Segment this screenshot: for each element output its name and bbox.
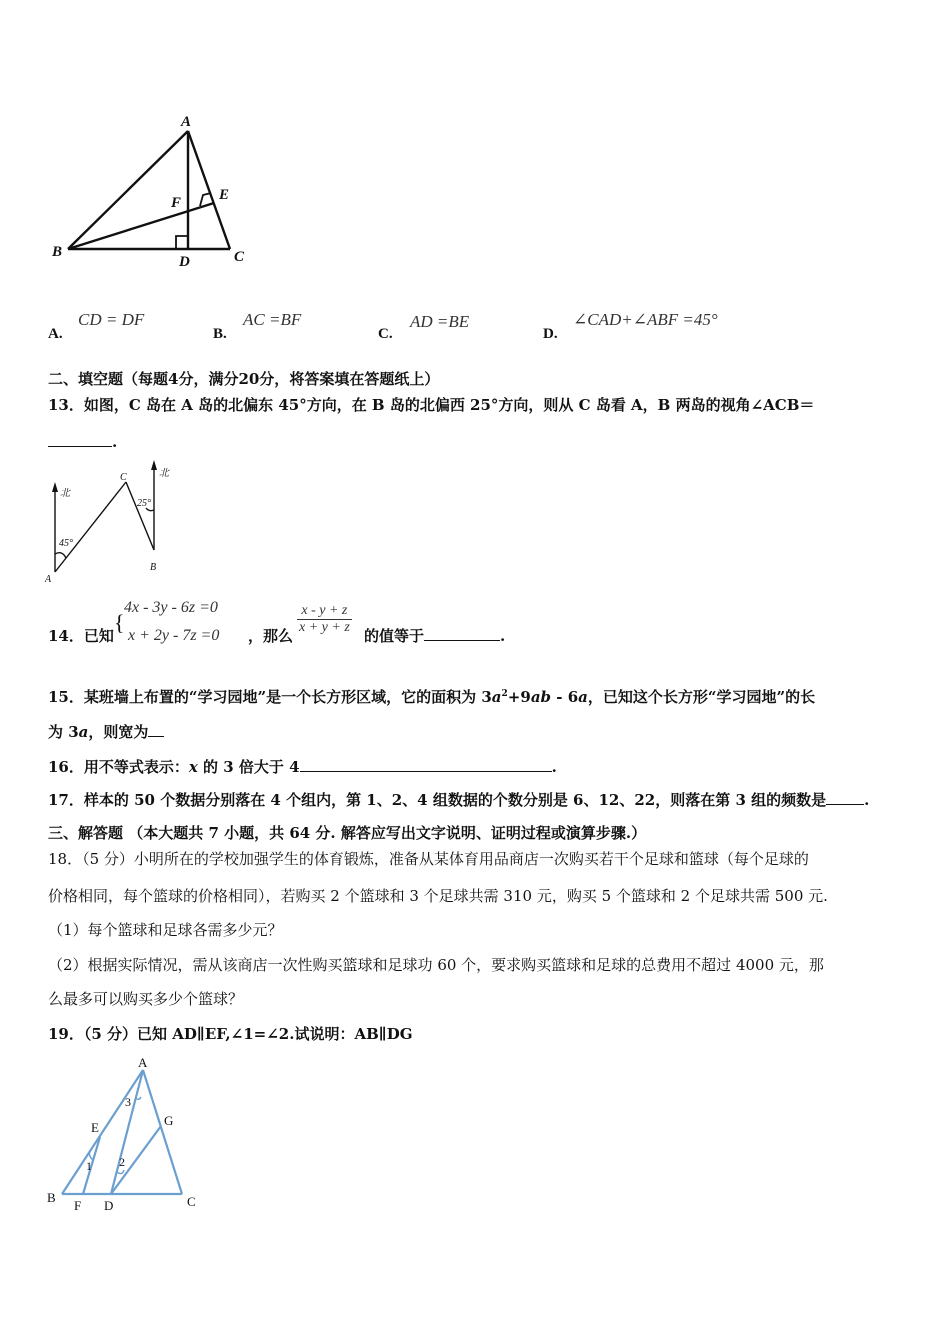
question-15-line-2: 为 3a，则宽为 xyxy=(48,722,164,742)
angle-arc-45 xyxy=(55,553,66,558)
question-17: 17．样本的 50 个数据分别落在 4 个组内，第 1、2、4 组数据的个数分别是 6、12、22，则落在第 3 组的频数是 . xyxy=(48,791,870,809)
question-18-sub-2b: 么最多可以购买多少个篮球？ xyxy=(48,990,244,1008)
fraction-q14 xyxy=(297,603,352,636)
question-13-answer-line: . xyxy=(48,432,117,452)
option-b-letter: B. xyxy=(213,326,227,342)
question-18-sub-1: （1）每个篮球和足球各需多少元？ xyxy=(48,921,283,939)
label-b: B xyxy=(150,562,157,573)
option-d-letter: D. xyxy=(543,326,558,342)
answer-blank-15[interactable] xyxy=(148,722,164,737)
segment-ac xyxy=(143,1070,182,1194)
question-16: 16．用不等式表示：x 的 3 倍大于 4 . xyxy=(48,758,557,776)
fraction-denominator: x + y + z xyxy=(299,620,350,635)
label-f: F xyxy=(74,1198,82,1213)
label-c: C xyxy=(120,472,127,483)
equation-2: x + 2y - 7z =0 xyxy=(128,627,220,644)
label-angle-1: 1 xyxy=(86,1159,92,1173)
north-arrow-b-icon xyxy=(151,460,157,470)
label-c: C xyxy=(187,1194,196,1209)
question-19-text: 19．（5 分）已知 AD∥EF,∠1=∠2.试说明：AB∥DG xyxy=(48,1025,413,1043)
option-a-letter: A. xyxy=(48,326,63,342)
label-d: D xyxy=(104,1198,114,1213)
answer-blank-17[interactable] xyxy=(826,790,864,805)
label-b: B xyxy=(47,1190,56,1205)
option-c-expr: AD =BE xyxy=(410,312,470,331)
system-brace-icon: { xyxy=(114,610,125,635)
option-b-expr: AC =BF xyxy=(243,310,302,329)
label-north-a: 北 xyxy=(60,488,70,499)
option-a-expr: CD = DF xyxy=(78,310,145,329)
question-14-middle: ，那么 xyxy=(248,627,294,645)
label-angle-2: 2 xyxy=(119,1155,125,1169)
label-angle-3: 3 xyxy=(125,1095,131,1109)
question-14-prefix: 14．已知 xyxy=(48,627,114,645)
label-north-b: 北 xyxy=(159,468,169,479)
section-2-heading: 二、填空题（每题4分，满分20分，将答案填在答题纸上） xyxy=(48,370,440,388)
figure-triangle-q12 xyxy=(40,105,270,275)
right-angle-mark-d xyxy=(176,236,188,249)
answer-blank-13[interactable] xyxy=(48,432,112,447)
north-arrow-a-icon xyxy=(52,482,58,492)
section-3-heading: 三、解答题 （本大题共 7 小题，共 64 分. 解答应写出文字说明、证明过程或演算步骤.） xyxy=(48,824,647,842)
question-14-suffix-line: 的值等于 . xyxy=(364,627,506,645)
segment-ab xyxy=(62,1070,143,1194)
figure-islands-q13 xyxy=(40,460,190,585)
option-d-expr: ∠CAD+∠ABF =45° xyxy=(573,310,718,329)
label-a: A xyxy=(45,574,52,585)
label-c: C xyxy=(234,249,245,265)
label-b: B xyxy=(52,244,63,260)
label-e: E xyxy=(91,1120,99,1135)
segment-cb xyxy=(126,482,154,550)
label-angle-25: 25° xyxy=(137,498,151,509)
question-13-text: 13．如图，C 岛在 A 岛的北偏东 45°方向，在 B 岛的北偏西 25°方向，则从 C 岛看 A，B 两岛的视角∠ACB＝ xyxy=(48,396,815,414)
fraction-numerator: x - y + z xyxy=(297,603,352,620)
question-18-sub-2: （2）根据实际情况，需从该商店一次性购买篮球和足球功 60 个，要求购买篮球和足球的总费用不超过 4000 元，那 xyxy=(48,956,824,974)
option-c-letter: C. xyxy=(378,326,393,342)
figure-parallel-q19 xyxy=(40,1052,220,1217)
label-angle-45: 45° xyxy=(59,538,73,549)
answer-blank-14[interactable] xyxy=(424,626,500,641)
answer-blank-16[interactable] xyxy=(300,757,552,772)
question-15-line-1: 15．某班墙上布置的“学习园地”是一个长方形区域，它的面积为 $3a^2+9ab - 6a$，已知这个长方形“学习园地”的长 xyxy=(48,688,816,706)
label-f: F xyxy=(171,195,182,211)
label-d: D xyxy=(179,254,190,270)
label-a: A xyxy=(138,1055,148,1070)
question-18-line-1: 18．（5 分）小明所在的学校加强学生的体育锻炼，准备从某体育用品商店一次购买若干个足球和篮球（每个足球的 xyxy=(48,850,809,868)
label-a: A xyxy=(181,114,192,130)
segment-ad xyxy=(111,1070,143,1194)
label-g: G xyxy=(164,1113,174,1128)
question-18-line-2: 价格相同，每个篮球的价格相同），若购买 2 个篮球和 3 个足球共需 310 元，购买 5 个篮球和 2 个足球共需 500 元. xyxy=(48,887,828,905)
label-e: E xyxy=(219,187,230,203)
equation-1: 4x - 3y - 6z =0 xyxy=(124,599,218,616)
